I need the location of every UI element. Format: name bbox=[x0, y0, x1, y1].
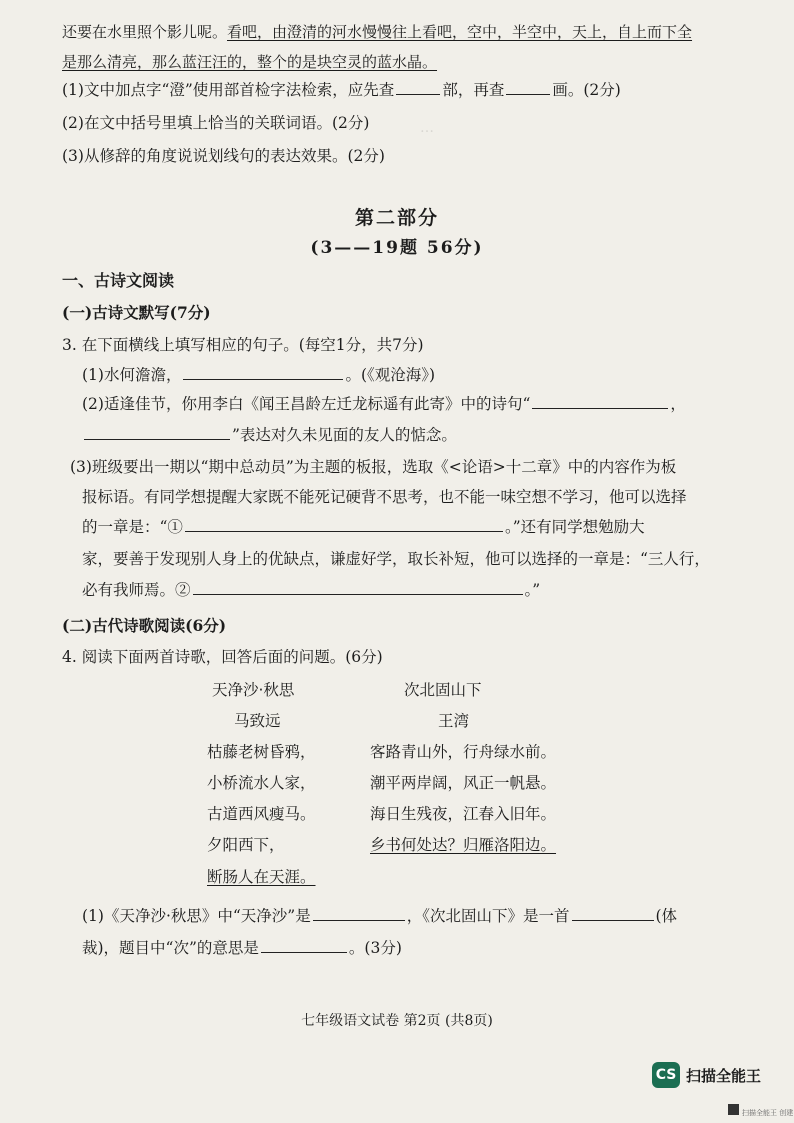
answer-blank[interactable] bbox=[506, 80, 550, 95]
answer-blank[interactable] bbox=[84, 425, 230, 440]
page-footer: 七年级语文试卷 第2页 (共8页) bbox=[301, 1013, 493, 1029]
question-3-2-cont: ”表达对久未见面的友人的惦念。 bbox=[82, 425, 457, 445]
passage-text: 还要在水里照个影儿呢。 bbox=[62, 23, 228, 41]
question-1-1: (1)文中加点字“澄”使用部首检字法检索，应先查 部，再查 画。(2分) bbox=[62, 81, 621, 99]
part-range: (3——19题 56分) bbox=[310, 238, 484, 258]
poem-2-line: 客路青山外，行舟绿水前。 bbox=[370, 743, 557, 761]
question-3-3-line1: (3)班级要出一期以“期中总动员”为主题的板报，选取《<论语>十二章》中的内容作为板 bbox=[70, 458, 677, 476]
poem-2-title: 次北固山下 bbox=[404, 681, 482, 699]
poem-1-title: 天净沙·秋思 bbox=[212, 681, 295, 699]
underlined-sentence: 看吧，由澄清的河水慢慢往上看吧，空中，半空中，天上，自上而下全 bbox=[227, 23, 693, 41]
poem-2-line: 海日生残夜，江春入旧年。 bbox=[370, 805, 557, 823]
answer-blank[interactable] bbox=[572, 906, 654, 921]
answer-blank[interactable] bbox=[193, 580, 523, 595]
poem-2-author: 王湾 bbox=[438, 712, 470, 730]
passage-line-2 bbox=[62, 52, 437, 72]
poem-1-line: 小桥流水人家， bbox=[207, 774, 316, 792]
subsection-title: (一)古诗文默写(7分) bbox=[62, 303, 211, 322]
camscanner-name: 扫描全能王 bbox=[686, 1067, 762, 1085]
underlined-sentence: 是那么清亮，那么蓝汪汪的，整个的是块空灵的蓝水晶。 bbox=[62, 53, 438, 71]
answer-blank[interactable] bbox=[396, 80, 440, 95]
poem-1-author: 马致远 bbox=[234, 712, 281, 730]
answer-blank[interactable] bbox=[185, 517, 503, 532]
camscanner-logo: CS bbox=[652, 1062, 680, 1088]
question-4: 4. 阅读下面两首诗歌，回答后面的问题。(6分) bbox=[62, 648, 383, 666]
passage-line-1 bbox=[62, 22, 692, 42]
question-4-1-line1: (1)《天净沙·秋思》中“天净沙”是 ，《次北固山下》是一首 (体 bbox=[82, 907, 678, 925]
question-3: 3. 在下面横线上填写相应的句子。(每空1分，共7分) bbox=[62, 336, 424, 354]
poem-1-line: 枯藤老树昏鸦， bbox=[207, 743, 316, 761]
question-3-2: (2)适逢佳节，你用李白《闻王昌龄左迁龙标遥有此寄》中的诗句“ ， bbox=[82, 395, 686, 413]
answer-blank[interactable] bbox=[313, 906, 405, 921]
answer-blank[interactable] bbox=[183, 365, 343, 380]
subsection-title: (二)古代诗歌阅读(6分) bbox=[62, 616, 227, 635]
poem-2-line-underlined: 乡书何处达？归雁洛阳边。 bbox=[370, 836, 557, 854]
question-3-3-line2: 报标语。有同学想提醒大家既不能死记硬背不思考，也不能一味空想不学习，他可以选择 bbox=[82, 488, 687, 506]
qr-code-icon bbox=[728, 1104, 739, 1115]
answer-blank[interactable] bbox=[261, 938, 347, 953]
poem-1-line: 古道西风瘦马。 bbox=[207, 805, 316, 823]
section-title: 一、古诗文阅读 bbox=[62, 271, 175, 290]
question-1-2: (2)在文中括号里填上恰当的关联词语。(2分) bbox=[62, 114, 370, 132]
bleed-through: … bbox=[420, 120, 434, 136]
part-title: 第二部分 bbox=[354, 207, 439, 229]
question-3-3-line5: 必有我师焉。② 。” bbox=[82, 581, 541, 599]
question-4-1-line2: 裁)，题目中“次”的意思是 。(3分) bbox=[82, 939, 402, 957]
scanner-tag: 扫描全能王 创建 bbox=[742, 1109, 794, 1117]
question-3-3-line4: 家，要善于发现别人身上的优缺点，谦虚好学，取长补短，他可以选择的一章是：“三人行， bbox=[82, 550, 710, 568]
question-1-3: (3)从修辞的角度说说划线句的表达效果。(2分) bbox=[62, 147, 385, 165]
question-3-1: (1)水何澹澹， 。(《观沧海》) bbox=[82, 366, 436, 384]
question-3-3-line3: 的一章是：“① 。”还有同学想勉励大 bbox=[82, 518, 645, 536]
poem-1-line: 夕阳西下， bbox=[207, 836, 285, 854]
answer-blank[interactable] bbox=[532, 394, 668, 409]
poem-2-line: 潮平两岸阔，风正一帆悬。 bbox=[370, 774, 557, 792]
poem-1-line-underlined: 断肠人在天涯。 bbox=[207, 868, 316, 886]
